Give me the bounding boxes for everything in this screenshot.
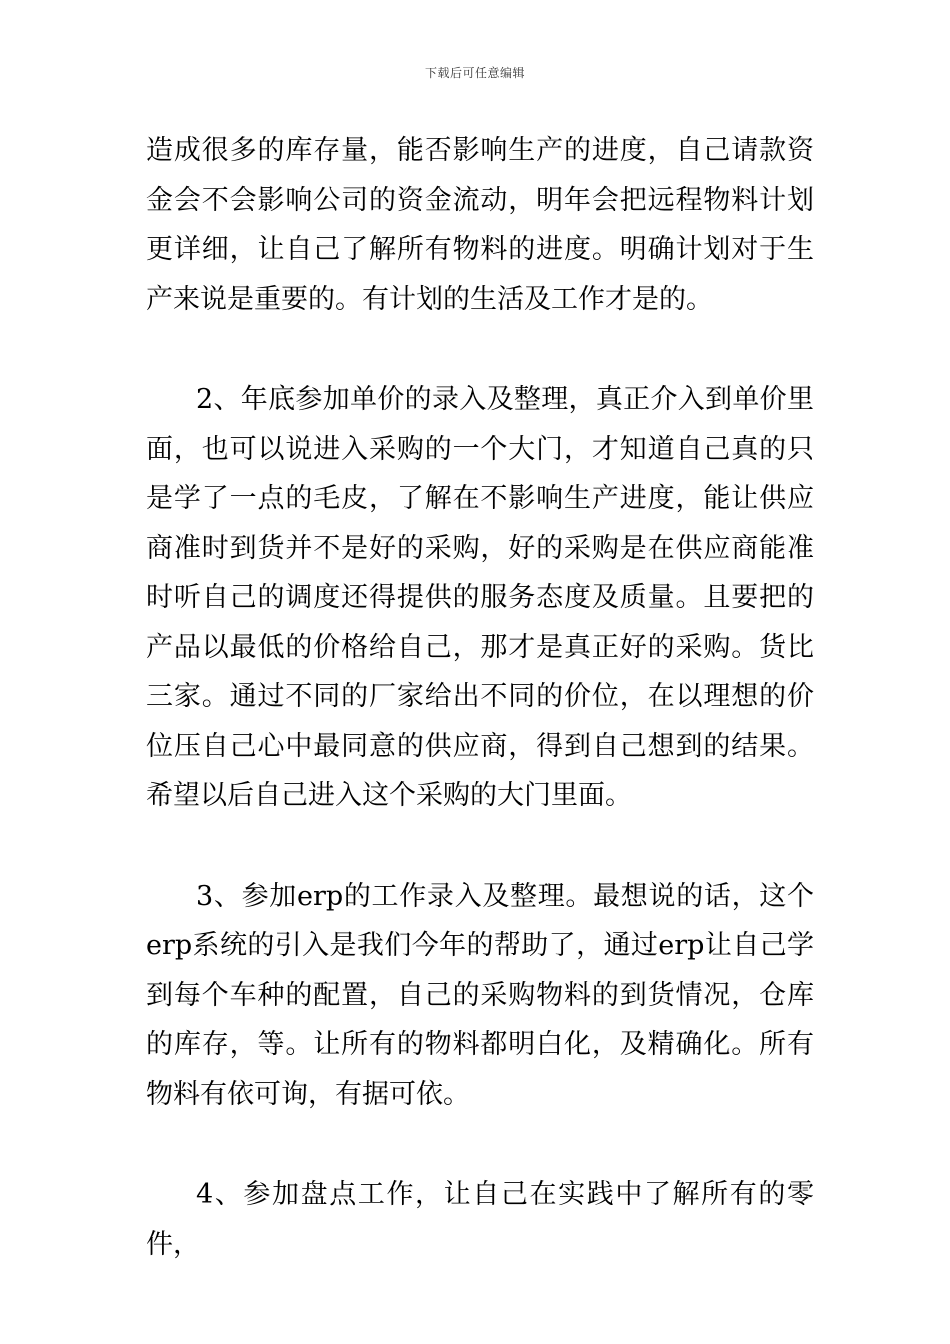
paragraph-continuation: 造成很多的库存量，能否影响生产的进度，自己请款资金会不会影响公司的资金流动，明年会把远程物料计划更详细，让自己了解所有物料的进度。明确计划对于生产来说是重要的。有计划的生活及工作才是的。	[146, 135, 814, 315]
paragraph-item-3: 3、参加erp的工作录入及整理。最想说的话，这个erp系统的引入是我们今年的帮助了，通过erp让自己学到每个车种的配置，自己的采购物料的到货情况，仓库的库存，等。让所有的物料都明白化，及精确化。所有物料有依可询，有据可依。	[146, 880, 814, 1110]
document-body	[146, 126, 814, 1269]
header-note: 下载后可任意编辑	[424, 66, 525, 80]
paragraph-item-2: 2、年底参加单价的录入及整理，真正介入到单价里面，也可以说进入采购的一个大门，才知道自己真的只是学了一点的毛皮，了解在不影响生产进度，能让供应商准时到货并不是好的采购，好的采购是在供应商能准时听自己的调度还得提供的服务态度及质量。且要把的产品以最低的价格给自己，那才是真正好的采购。货比三家。通过不同的厂家给出不同的价位，在以理想的价位压自己心中最同意的供应商，得到自己想到的结果。希望以后自己进入这个采购的大门里面。	[146, 384, 814, 811]
paragraph-item-4: 4、参加盘点工作，让自己在实践中了解所有的零件，	[146, 1179, 814, 1260]
